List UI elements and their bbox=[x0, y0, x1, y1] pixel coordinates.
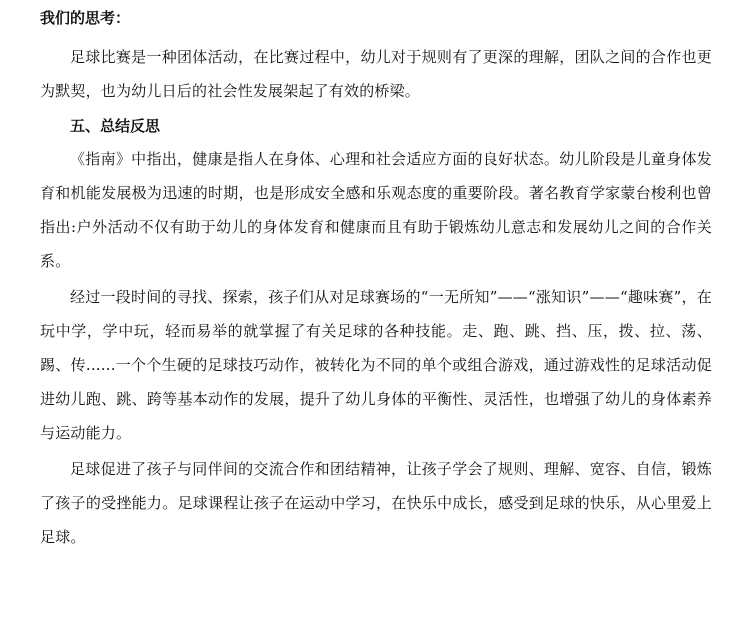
paragraph-summary-exploration: 经过一段时间的寻找、探索，孩子们从对足球赛场的“一无所知”——“涨知识”——“趣味赛”，在玩中学，学中玩，轻而易举的就掌握了有关足球的各种技能。走、跑、跳、挡、压，拨、拉、荡、踢、传......一个个生硬的足球技巧动作，被转化为不同的单个或组合游戏，通过游戏性的足球活动促进幼儿跑、跳、跨等基本动作的发展，提升了幼儿身体的平衡性、灵活性，也增强了幼儿的身体素养与运动能力。 bbox=[40, 288, 712, 442]
paragraph-our-thinking: 足球比赛是一种团体活动，在比赛过程中，幼儿对于规则有了更深的理解，团队之间的合作也更为默契，也为幼儿日后的社会性发展架起了有效的桥梁。 bbox=[40, 48, 712, 100]
paragraph-summary-benefits: 足球促进了孩子与同伴间的交流合作和团结精神，让孩子学会了规则、理解、宽容、自信，锻炼了孩子的受挫能力。足球课程让孩子在运动中学习，在快乐中成长，感受到足球的快乐，从心里爱上足球。 bbox=[40, 460, 712, 546]
section-heading-our-thinking: 我们的思考： bbox=[40, 9, 131, 27]
paragraph-summary-guide: 《指南》中指出，健康是指人在身体、心理和社会适应方面的良好状态。幼儿阶段是儿童身体发育和机能发展极为迅速的时期，也是形成安全感和乐观态度的重要阶段。著名教育学家蒙台梭利也曾指出:户外活动不仅有助于幼儿的身体发育和健康而且有助于锻炼幼儿意志和发展幼儿之间的合作关系。 bbox=[40, 150, 712, 270]
document-body bbox=[40, 6, 712, 554]
section-heading-summary: 五、总结反思 bbox=[70, 117, 161, 135]
